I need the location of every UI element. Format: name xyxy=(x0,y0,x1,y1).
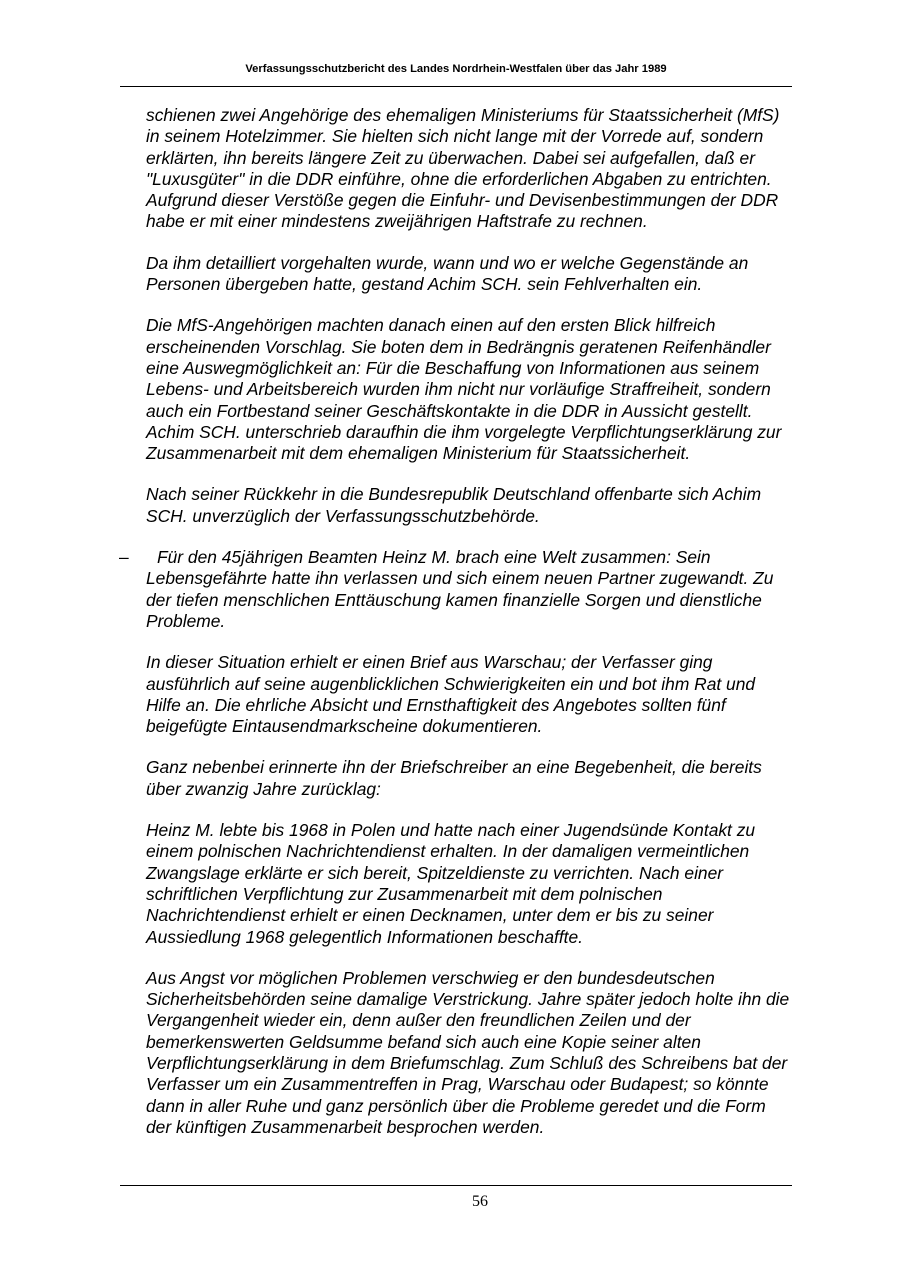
paragraph-5: Für den 45jährigen Beamten Heinz M. brach eine Welt zusammen: Sein Lebensgefährte hatte ihn verlassen und sich einem neuen Partner zugewandt. Zu der tiefen menschlichen Enttäuschung kamen finanzielle Sorgen und dienstliche Probleme. xyxy=(146,547,774,631)
running-header: Verfassungsschutzbericht des Landes Nordrhein-Westfalen über das Jahr 1989 xyxy=(245,63,667,75)
paragraph-6: In dieser Situation erhielt er einen Brief aus Warschau; der Verfasser ging ausführlich auf seine augenblicklichen Schwierigkeiten ein und bot ihm Rat und Hilfe an. Die ehrliche Absicht und Ernsthaftigkeit des Angebotes sollten fünf beigefügte Eintausendmarkscheine dokumentieren. xyxy=(146,652,756,737)
paragraph-7: Ganz nebenbei erinnerte ihn der Briefschreiber an eine Begebenheit, die bereits über zwanzig Jahre zurücklag: xyxy=(146,757,762,799)
paragraph-3: Die MfS-Angehörigen machten danach einen auf den ersten Blick hilfreich erscheinenden Vorschlag. Sie boten dem in Bedrängnis geratenen Reifenhändler eine Auswegmöglichkeit an: Für die Beschaffung von Informationen aus seinem Lebens- und Arbeitsbereich wurden ihm nicht nur vorläufige Straffreiheit, sondern auch ein Fortbestand seiner Geschäftskontakte in die DDR in Aussicht gestellt. Achim SCH. unterschrieb daraufhin die ihm vorgelegte Verpflichtungserklärung zur Zusammenarbeit mit dem ehemaligen Ministerium für Staatssicherheit. xyxy=(146,315,782,464)
dash-list-item xyxy=(119,547,791,632)
page-number: 56 xyxy=(472,1193,488,1210)
paragraph-8: Heinz M. lebte bis 1968 in Polen und hatte nach einer Jugendsünde Kontakt zu einem polnischen Nachrichtendienst erhalten. In der damaligen vermeintlichen Zwangslage erklärte er sich bereit, Spitzeldienste zu verrichten. Nach einer schriftlichen Verpflichtung zur Zusammenarbeit mit dem polnischen Nachrichtendienst erhielt er einen Decknamen, unter dem er bis zu seiner Aussiedlung 1968 gelegentlich Informationen beschaffte. xyxy=(146,820,756,947)
paragraph-1: schienen zwei Angehörige des ehemaligen Ministeriums für Staatssicherheit (MfS) in seinem Hotelzimmer. Sie hielten sich nicht lange mit der Vorrede auf, sondern erklärten, ihn bereits längere Zeit zu überwachen. Dabei sei aufgefallen, daß er "Luxusgüter" in die DDR einführe, ohne die erforderlichen Abgaben zu entrichten. Aufgrund dieser Verstöße gegen die Einfuhr- und Devisenbestimmungen der DDR habe er mit einer mindestens zweijährigen Haftstrafe zu rechnen. xyxy=(146,105,780,232)
dash-bullet: – xyxy=(119,547,129,568)
paragraph-4: Nach seiner Rückkehr in die Bundesrepublik Deutschland offenbarte sich Achim SCH. unverzüglich der Verfassungsschutzbehörde. xyxy=(146,484,762,526)
paragraph-2: Da ihm detailliert vorgehalten wurde, wann und wo er welche Gegenstände an Personen übergeben hatte, gestand Achim SCH. sein Fehlverhalten ein. xyxy=(146,252,749,295)
body-text xyxy=(119,105,791,1158)
footer-divider xyxy=(120,1185,792,1186)
paragraph-9: Aus Angst vor möglichen Problemen verschwieg er den bundesdeutschen Sicherheitsbehörden seine damalige Verstrickung. Jahre später jedoch holte ihn die Vergangenheit wieder ein, denn außer den freundlichen Zeilen und der bemerkenswerten Geldsumme befand sich auch eine Kopie seiner alten Verpflichtungserklärung in dem Briefumschlag. Zum Schluß des Schreibens bat der Verfasser um ein Zusammentreffen in Prag, Warschau oder Budapest; so könnte dann in aller Ruhe und ganz persönlich über die Probleme geredet und die Form der künftigen Zusammenarbeit besprochen werden. xyxy=(146,967,790,1137)
header-divider xyxy=(120,86,792,87)
